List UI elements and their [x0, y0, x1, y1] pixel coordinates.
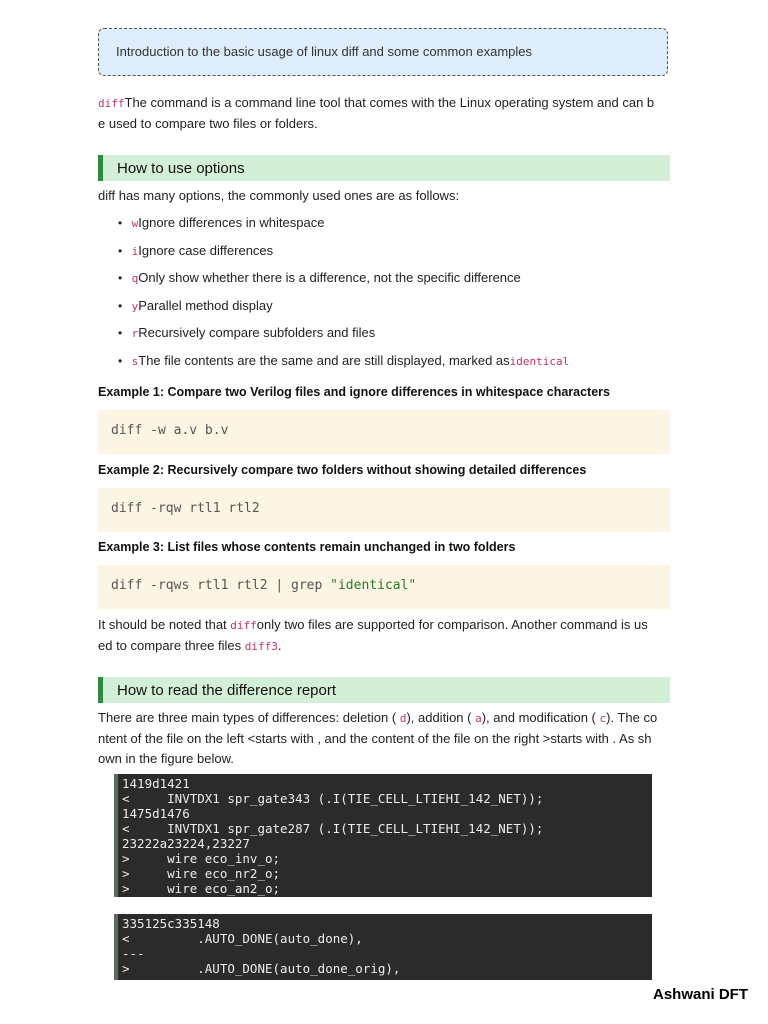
list-item: [118, 241, 569, 269]
bullet-icon: •: [118, 353, 123, 368]
section-heading-options: [98, 155, 670, 181]
bullet-icon: •: [118, 271, 123, 285]
section-heading-report: [98, 677, 670, 703]
report-paragraph: [98, 708, 670, 769]
section-heading-report-text: How to read the difference report: [117, 682, 337, 699]
terminal-line: > .AUTO_DONE(auto_done_orig),: [122, 961, 401, 976]
example-2-code: [98, 488, 670, 532]
report-line1-mid1: ), addition (: [406, 710, 476, 725]
example-2-code-text: diff -rqw rtl1 rtl2: [111, 501, 260, 516]
terminal-line: > wire eco_nr2_o;: [122, 866, 281, 881]
example-1-code: [98, 410, 670, 454]
terminal-line: < INVTDX1 spr_gate343 (.I(TIE_CELL_LTIEHI_142_NET));: [122, 791, 544, 806]
terminal-line: 1419d1421: [122, 776, 190, 791]
option-text: The file contents are the same and are still displayed, marked as: [138, 352, 510, 368]
option-text: Ignore case differences: [138, 242, 274, 258]
report-line1-mid2: ), and modification (: [481, 710, 600, 725]
option-flag: y: [131, 299, 139, 313]
bullet-icon: •: [118, 298, 123, 313]
terminal-line: 335125c335148: [122, 916, 220, 931]
report-line2: ntent of the file on the left <starts with , and the content of the file on the right >starts with . As sh: [98, 731, 652, 746]
author-credit: Ashwani DFT: [652, 986, 748, 1003]
option-text: Only show whether there is a difference, not the specific difference: [138, 270, 521, 285]
options-lead: diff has many options, the commonly used ones are as follows:: [98, 188, 460, 203]
option-flag: i: [131, 244, 139, 258]
terminal-line: 23222a23224,23227: [122, 836, 250, 851]
list-item: [118, 213, 569, 241]
note-line2-pre: ed to compare three files: [98, 638, 245, 653]
diff-description: [98, 93, 670, 134]
bullet-icon: •: [118, 326, 123, 340]
terminal-line: < .AUTO_DONE(auto_done),: [122, 931, 363, 946]
code-addition: a: [475, 712, 482, 725]
note-text-mid: only two files are supported for comparison. Another command is us: [256, 617, 648, 632]
bullet-icon: •: [118, 243, 123, 258]
code-deletion: d: [399, 712, 407, 725]
inline-code-identical: identical: [509, 354, 570, 368]
report-line1-post: ). The co: [606, 710, 658, 725]
inline-code-diff: diff: [230, 619, 257, 632]
terminal-line: < INVTDX1 spr_gate287 (.I(TIE_CELL_LTIEHI_142_NET));: [122, 821, 544, 836]
list-item: [118, 296, 569, 324]
diff-description-line2: e used to compare two files or folders.: [98, 116, 318, 131]
list-item: [118, 268, 569, 296]
example-3-code-string: "identical": [330, 578, 417, 593]
list-item: [118, 351, 569, 379]
example-1-code-text: diff -w a.v b.v: [111, 423, 229, 438]
report-line3: own in the figure below.: [98, 751, 234, 766]
note-paragraph: [98, 615, 670, 657]
options-list: [118, 213, 569, 378]
example-3-title: Example 3: List files whose contents remain unchanged in two folders: [98, 540, 516, 554]
example-2-title: Example 2: Recursively compare two folders without showing detailed differences: [98, 463, 587, 477]
terminal-line: > wire eco_an2_o;: [122, 881, 281, 896]
report-line1-pre: There are three main types of differences: deletion (: [98, 710, 400, 725]
terminal-screenshot-1: [114, 774, 652, 897]
example-3-code: [98, 565, 670, 609]
intro-text: Introduction to the basic usage of linux diff and some common examples: [116, 44, 532, 59]
intro-callout: [98, 28, 668, 76]
option-text: Ignore differences in whitespace: [138, 215, 325, 230]
option-flag: s: [131, 354, 139, 368]
diff-description-line1: The command is a command line tool that comes with the Linux operating system and can b: [124, 95, 655, 110]
note-text-pre: It should be noted that: [98, 617, 231, 632]
inline-code-diff: diff: [98, 97, 125, 110]
option-text: Recursively compare subfolders and files: [138, 325, 376, 340]
example-3-code-text: diff -rqws rtl1 rtl2 | grep: [111, 578, 331, 593]
option-flag: w: [131, 217, 139, 230]
note-line2-post: .: [277, 638, 282, 653]
terminal-line: ---: [122, 946, 145, 961]
bullet-icon: •: [118, 216, 123, 230]
option-flag: r: [131, 327, 139, 340]
option-text: Parallel method display: [138, 297, 273, 313]
inline-code-diff3: diff3: [244, 640, 278, 653]
option-flag: q: [131, 272, 139, 285]
section-heading-options-text: How to use options: [117, 160, 245, 177]
list-item: [118, 323, 569, 351]
example-1-title: Example 1: Compare two Verilog files and ignore differences in whitespace characters: [98, 385, 610, 399]
terminal-screenshot-2: [114, 914, 652, 980]
terminal-line: > wire eco_inv_o;: [122, 851, 281, 866]
code-modification: c: [599, 712, 607, 725]
terminal-line: 1475d1476: [122, 806, 190, 821]
